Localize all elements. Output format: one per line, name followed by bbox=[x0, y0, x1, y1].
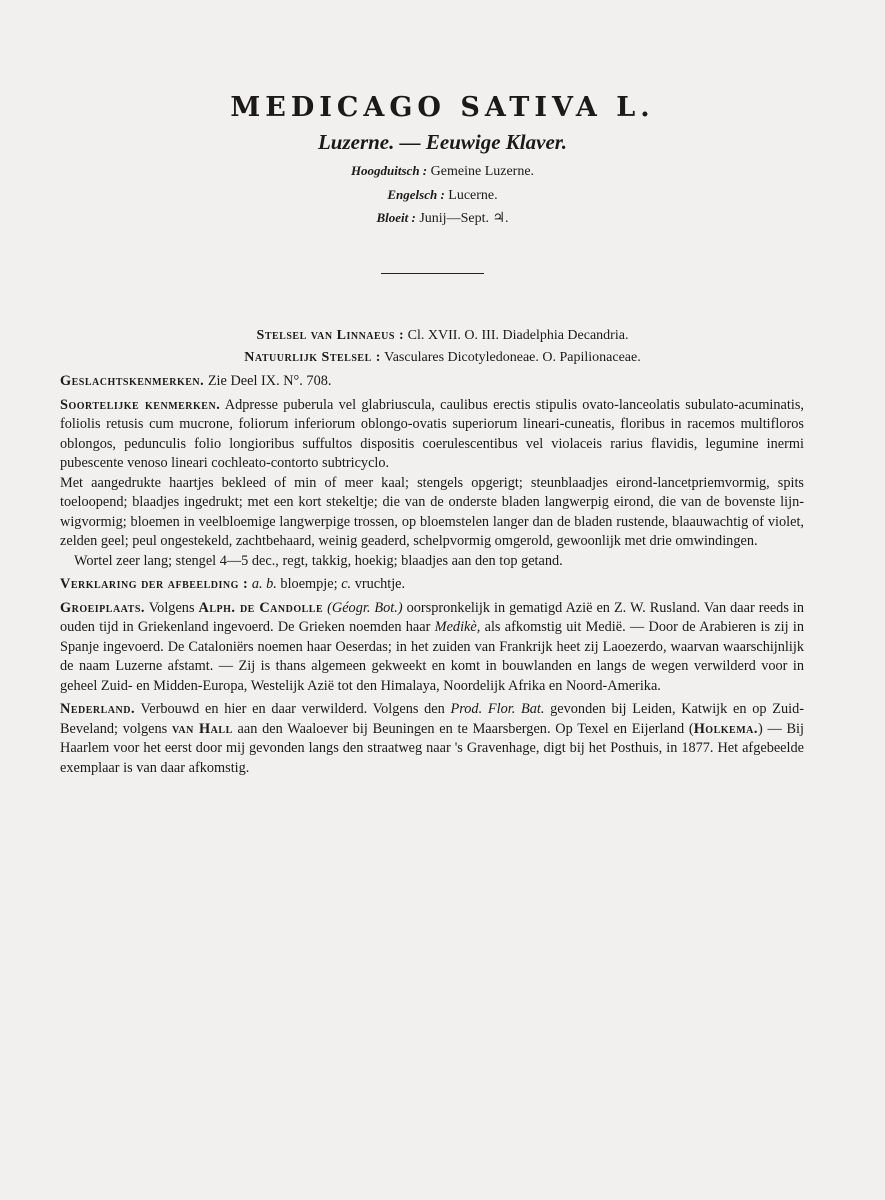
english-label: Engelsch : bbox=[387, 187, 445, 202]
page-title: MEDICAGO SATIVA L. bbox=[230, 92, 655, 123]
english-value: Lucerne. bbox=[448, 188, 498, 203]
common-name: Luzerne. — Eeuwige Klaver. bbox=[317, 130, 568, 154]
nl-text3: aan den Waaloever bij Beuningen en te Maarsbergen. Op Texel en Eijerland ( bbox=[237, 720, 694, 737]
english-name bbox=[0, 187, 885, 204]
bloom-value: Junij—Sept. ♃. bbox=[419, 211, 509, 226]
explanation-c-text: vruchtje. bbox=[354, 576, 406, 592]
nl-label: Nederland. bbox=[60, 701, 136, 717]
german-value: Gemeine Luzerne. bbox=[430, 164, 535, 179]
habitat-medike: Medikè, bbox=[434, 619, 481, 635]
species-dutch-paragraph bbox=[60, 474, 804, 552]
nl-text2: gevonden bij Leiden, Katwijk en op Zuid-Beveland; volgens bbox=[60, 701, 804, 737]
explanation-a: a. b. bbox=[251, 576, 277, 592]
habitat-text1: oorspronkelijk in gematigd Azië en Z. W. Rusland. Van daar reeds in ouden tijd in Griekenland ingevoerd. De Grieken noemden haar bbox=[60, 599, 804, 635]
divider-rule bbox=[381, 273, 484, 274]
natural-label: Natuurlijk Stelsel : bbox=[244, 350, 381, 365]
nl-text1: Verbouwd en hier en daar verwilderd. Volgens den bbox=[140, 701, 445, 717]
species-latin: Adpresse puberula vel glabriuscula, caulibus erectis stipulis ovato-lanceolatis subulato-acuminatis, foliolis retusis cum mucrone, foliorum inferiorum oblongo-ovatis superiorum lineari-cuneatis, floribus in racemos multifloros oblongos, pedunculis folio longioribus suffultos dispositis coerulescentibus vel violaceis rarius flavidis, legumine inermi pubescente venoso lineari cochleato-contorto subtricyclo. bbox=[60, 396, 804, 471]
nl-text4: ) — Bij Haarlem voor het eerst door mij gevonden langs den straatweg naar 's Gravenhage, digt bij het Posthuis, in 1877. Het afgebeelde exemplaar is van daar afkomstig. bbox=[60, 720, 804, 776]
german-name bbox=[0, 163, 885, 180]
nl-vanhall: van Hall bbox=[171, 720, 233, 737]
habitat-paragraph bbox=[60, 599, 804, 697]
nl-holkema: Holkema. bbox=[693, 720, 758, 737]
species-dutch: Met aangedrukte haartjes bekleed of min of meer kaal; stengels opgerigt; steunblaadjes eirond-lancetpriemvormig, spits toeloopend; blaadjes ingedrukt; met een kort stekeltje; die van de onderste bladen langwerpig eirond, die van de bovenste lijn-wigvormig; bloemen in veelbloemige langwerpige trossen, op bloemstelen langer dan de bladen rustende, blaauwachtig of violet, zelden geel; peul ongestekeld, zachtbehaard, weinig geaderd, schelpvormig omgerold, gewoonlijk met drie omwindingen. bbox=[60, 474, 804, 549]
root-text: Wortel zeer lang; stengel 4—5 dec., regt, takkig, hoekig; blaadjes aan den top getand. bbox=[74, 552, 563, 569]
genus-paragraph bbox=[60, 372, 804, 392]
genus-text: Zie Deel IX. N°. 708. bbox=[207, 373, 332, 389]
linnaeus-value: Cl. XVII. O. III. Diadelphia Decandria. bbox=[407, 328, 629, 343]
habitat-text2: als afkomstig uit Medië. — Door de Arabieren is zij in Spanje ingevoerd. De Cataloniërs noemen haar Oeserdas; in het zuiden van Frankrijk heet zij Laoezerdo, waarvan waarschijnlijk de naam Luzerne afstamt. — Zij is thans algemeen gekweekt en komt in bouwlanden en langs de wegen verwilderd voor in geheel Zuid- en Midden-Europa, Westelijk Azië tot den Himalaya, Noordelijk Afrika en Noord-Amerika. bbox=[60, 619, 805, 694]
explanation-label: Verklaring der afbeelding : bbox=[60, 576, 249, 592]
natural-value: Vasculares Dicotyledoneae. O. Papilionaceae. bbox=[384, 350, 641, 365]
habitat-pre: Volgens bbox=[148, 599, 195, 616]
netherlands-paragraph bbox=[60, 700, 804, 778]
bloom-period bbox=[0, 210, 885, 227]
linnaeus-system bbox=[0, 328, 885, 344]
species-latin-paragraph bbox=[60, 396, 804, 474]
nl-ref: Prod. Flor. Bat. bbox=[450, 701, 545, 717]
natural-system bbox=[0, 350, 885, 366]
body-text bbox=[60, 372, 804, 778]
species-label: Soortelijke kenmerken. bbox=[60, 396, 221, 413]
german-label: Hoogduitsch : bbox=[350, 163, 428, 178]
genus-label: Geslachtskenmerken. bbox=[60, 373, 205, 389]
explanation-a-text: bloempje; bbox=[280, 576, 338, 592]
bloom-label: Bloeit : bbox=[376, 210, 416, 225]
habitat-author: Alph. de Candolle bbox=[198, 599, 324, 616]
explanation-paragraph bbox=[60, 575, 804, 595]
linnaeus-label: Stelsel van Linnaeus : bbox=[256, 328, 405, 343]
root-paragraph bbox=[60, 552, 804, 572]
explanation-c: c. bbox=[341, 576, 352, 592]
habitat-ref: (Géogr. Bot.) bbox=[327, 599, 403, 616]
habitat-label: Groeiplaats. bbox=[60, 599, 145, 616]
